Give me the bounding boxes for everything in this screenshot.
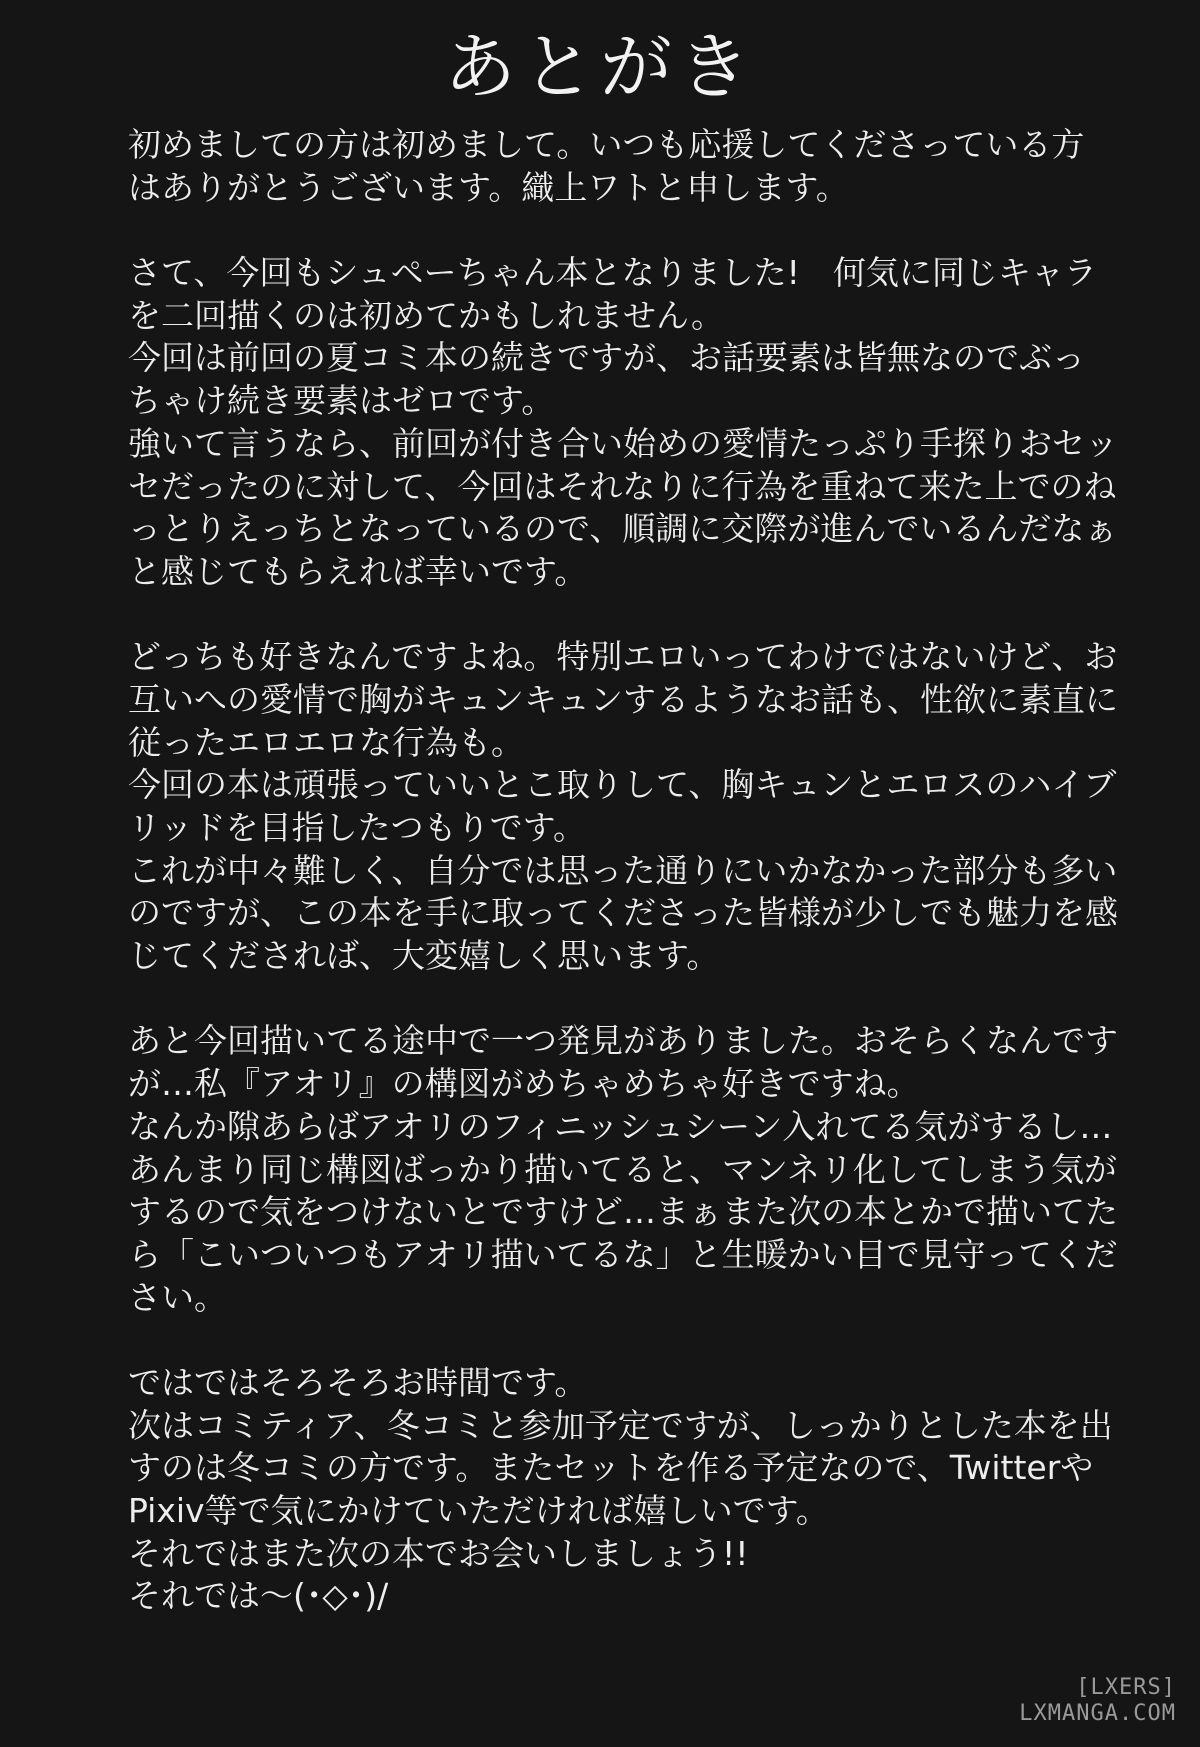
text-line: どっちも好きなんですよね。特別エロいってわけではないけど、お — [128, 637, 1118, 677]
text-line: ちゃけ続き要素はゼロです。 — [128, 381, 555, 421]
text-line: あと今回描いてる途中で一つ発見がありました。おそらくなんです — [128, 1021, 1118, 1061]
text-line: これが中々難しく、自分では思った通りにいかなかった部分も多い — [128, 850, 1118, 890]
text-line: はありがとうございます。織上ワトと申します。 — [128, 167, 849, 207]
text-line: が…私『アオリ』の構図がめちゃめちゃ好きですね。 — [128, 1064, 920, 1104]
watermark-site-url: LXMANGA.COM — [1019, 1701, 1176, 1726]
watermark-group-tag: [LXERS] — [1076, 1675, 1176, 1700]
text-line: 従ったエロエロな行為も。 — [128, 722, 524, 762]
text-line: じてくだされば、大変嬉しく思います。 — [128, 936, 720, 976]
text-line: するので気をつけないとですけど…まぁまた次の本とかで描いてた — [128, 1192, 1118, 1232]
text-line: 初めましての方は初めまして。いつも応援してくださっている方 — [128, 125, 1085, 164]
text-line: それでは〜(･◇･)/ — [128, 1576, 389, 1616]
blank-line — [128, 594, 1148, 637]
text-line: ではではそろそろお時間です。 — [128, 1362, 588, 1402]
text-line: すのは冬コミの方です。またセットを作る予定なので、Twitterや — [128, 1448, 1094, 1488]
afterword-body — [128, 124, 1148, 1618]
text-line: ら「こいついつもアオリ描いてるな」と生暖かい目で見守ってくだ — [128, 1234, 1118, 1274]
text-line: リッドを目指したつもりです。 — [128, 808, 587, 847]
site-watermark — [1019, 1675, 1176, 1727]
text-line: Pixiv等で気にかけていただければ嬉しいです。 — [128, 1491, 829, 1530]
text-line: 互いへの愛情で胸がキュンキュンするようなお話も、性欲に素直に — [128, 679, 1118, 719]
text-line: 強いて言うなら、前回が付き合い始めの愛情たっぷり手探りおセッ — [128, 423, 1118, 463]
blank-line — [128, 978, 1148, 1021]
text-line: なんか隙あらばアオリのフィニッシュシーン入れてる気がするし… — [128, 1106, 1113, 1146]
text-line: それではまた次の本でお会いしましょう!! — [128, 1533, 749, 1573]
text-line: セだったのに対して、今回はそれなりに行為を重ねて来た上でのね — [128, 466, 1117, 506]
text-line: のですが、この本を手に取ってくださった皆様が少しでも魅力を感 — [128, 893, 1118, 933]
text-line: 今回の本は頑張っていいとこ取りして、胸キュンとエロスのハイブ — [128, 765, 1117, 805]
text-line: あんまり同じ構図ばっかり描いてると、マンネリ化してしまう気が — [128, 1149, 1118, 1189]
blank-line — [128, 209, 1148, 252]
text-line: っとりえっちとなっているので、順調に交際が進んでいるんだなぁ — [128, 509, 1118, 549]
text-line: さい。 — [128, 1277, 227, 1317]
page-title: あとがき — [443, 25, 756, 109]
blank-line — [128, 1319, 1148, 1362]
text-line: 今回は前回の夏コミ本の続きですが、お話要素は皆無なのでぶっ — [128, 338, 1085, 378]
text-line: 次はコミティア、冬コミと参加予定ですが、しっかりとした本を出 — [128, 1405, 1113, 1445]
text-line: を二回描くのは初めてかもしれません。 — [128, 295, 724, 335]
text-line: さて、今回もシュペーちゃん本となりました! 何気に同じキャラ — [128, 253, 1097, 293]
text-line: と感じてもらえれば幸いです。 — [128, 551, 588, 591]
